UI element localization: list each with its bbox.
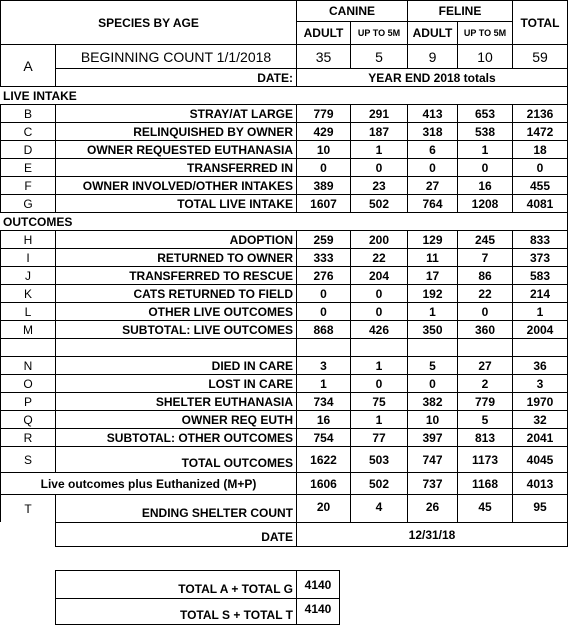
row-l-feline-kitten: 0 (457, 302, 512, 320)
row-c-total: 1472 (512, 122, 568, 140)
row-j-feline-adult: 17 (407, 266, 457, 284)
row-d-total: 18 (512, 140, 568, 158)
row-letter-n: N (0, 356, 55, 374)
row-label-j: TRANSFERRED TO RESCUE (55, 266, 296, 284)
blank-cell (350, 338, 407, 356)
total-outcomes-canine-pup: 503 (350, 446, 407, 472)
row-m-feline-kitten: 360 (457, 320, 512, 338)
row-letter-g: G (0, 194, 55, 212)
row-r-feline-kitten: 813 (457, 428, 512, 446)
row-letter-o: O (0, 374, 55, 392)
beginning-count-label: BEGINNING COUNT 1/1/2018 (55, 44, 296, 68)
row-c-feline-adult: 318 (407, 122, 457, 140)
row-d-canine-adult: 10 (296, 140, 350, 158)
total-header: TOTAL (512, 0, 568, 44)
row-g-feline-adult: 764 (407, 194, 457, 212)
row-o-feline-adult: 0 (407, 374, 457, 392)
canine-adult-header: ADULT (296, 21, 350, 44)
row-l-canine-pup: 0 (350, 302, 407, 320)
row-f-total: 455 (512, 176, 568, 194)
row-i-total: 373 (512, 248, 568, 266)
row-letter-t: T (0, 494, 55, 522)
feline-up-to-5m-header: UP TO 5M (457, 21, 512, 44)
live-plus-euth-feline-adult: 737 (407, 472, 457, 494)
row-letter-b: B (0, 104, 55, 122)
blank-cell (407, 338, 457, 356)
check-ag-label: TOTAL A + TOTAL G (55, 570, 296, 598)
row-p-canine-adult: 734 (296, 392, 350, 410)
row-q-canine-pup: 1 (350, 410, 407, 428)
row-label-l: OTHER LIVE OUTCOMES (55, 302, 296, 320)
row-label-e: TRANSFERRED IN (55, 158, 296, 176)
row-letter-c: C (0, 122, 55, 140)
row-label-q: OWNER REQ EUTH (55, 410, 296, 428)
row-label-d: OWNER REQUESTED EUTHANASIA (55, 140, 296, 158)
row-label-i: RETURNED TO OWNER (55, 248, 296, 266)
row-o-canine-adult: 1 (296, 374, 350, 392)
row-letter-i: I (0, 248, 55, 266)
date-label: DATE: (55, 68, 296, 86)
row-p-feline-adult: 382 (407, 392, 457, 410)
row-m-canine-adult: 868 (296, 320, 350, 338)
live-plus-euth-canine-adult: 1606 (296, 472, 350, 494)
row-g-canine-pup: 502 (350, 194, 407, 212)
beginning-canine-pup: 5 (350, 44, 407, 68)
row-b-feline-kitten: 653 (457, 104, 512, 122)
row-n-total: 36 (512, 356, 568, 374)
row-f-feline-kitten: 16 (457, 176, 512, 194)
row-q-canine-adult: 16 (296, 410, 350, 428)
row-p-canine-pup: 75 (350, 392, 407, 410)
beginning-feline-kitten: 10 (457, 44, 512, 68)
ending-total: 95 (512, 494, 568, 522)
row-i-feline-kitten: 7 (457, 248, 512, 266)
row-l-feline-adult: 1 (407, 302, 457, 320)
species-by-age-header: SPECIES BY AGE (0, 0, 296, 44)
row-r-canine-pup: 77 (350, 428, 407, 446)
live-plus-euth-label: Live outcomes plus Euthanized (M+P) (0, 472, 296, 494)
blank-cell (457, 338, 512, 356)
row-e-feline-adult: 0 (407, 158, 457, 176)
ending-count-label: ENDING SHELTER COUNT (55, 494, 296, 522)
row-i-feline-adult: 11 (407, 248, 457, 266)
section-outcomes: OUTCOMES (0, 212, 568, 230)
row-k-canine-adult: 0 (296, 284, 350, 302)
row-g-feline-kitten: 1208 (457, 194, 512, 212)
check-st-value: 4140 (296, 598, 340, 625)
row-l-total: 1 (512, 302, 568, 320)
row-d-canine-pup: 1 (350, 140, 407, 158)
row-n-feline-adult: 5 (407, 356, 457, 374)
canine-up-to-5m-header: UP TO 5M (350, 21, 407, 44)
row-p-total: 1970 (512, 392, 568, 410)
row-h-total: 833 (512, 230, 568, 248)
row-letter-f: F (0, 176, 55, 194)
row-letter-s: S (0, 446, 55, 472)
total-outcomes-feline-adult: 747 (407, 446, 457, 472)
row-letter-q: Q (0, 410, 55, 428)
row-o-canine-pup: 0 (350, 374, 407, 392)
row-label-k: CATS RETURNED TO FIELD (55, 284, 296, 302)
row-h-canine-pup: 200 (350, 230, 407, 248)
row-q-feline-adult: 10 (407, 410, 457, 428)
row-label-n: DIED IN CARE (55, 356, 296, 374)
row-r-feline-adult: 397 (407, 428, 457, 446)
row-q-feline-kitten: 5 (457, 410, 512, 428)
row-o-feline-kitten: 2 (457, 374, 512, 392)
row-b-canine-pup: 291 (350, 104, 407, 122)
total-outcomes-feline-kitten: 1173 (457, 446, 512, 472)
row-d-feline-kitten: 1 (457, 140, 512, 158)
row-r-canine-adult: 754 (296, 428, 350, 446)
row-p-feline-kitten: 779 (457, 392, 512, 410)
row-h-canine-adult: 259 (296, 230, 350, 248)
row-c-canine-pup: 187 (350, 122, 407, 140)
row-letter-l: L (0, 302, 55, 320)
row-j-total: 583 (512, 266, 568, 284)
row-letter-m: M (0, 320, 55, 338)
row-j-feline-kitten: 86 (457, 266, 512, 284)
row-h-feline-kitten: 245 (457, 230, 512, 248)
row-g-canine-adult: 1607 (296, 194, 350, 212)
ending-canine-pup: 4 (350, 494, 407, 522)
row-label-g: TOTAL LIVE INTAKE (55, 194, 296, 212)
beginning-canine-adult: 35 (296, 44, 350, 68)
beginning-feline-adult: 9 (407, 44, 457, 68)
row-label-b: STRAY/AT LARGE (55, 104, 296, 122)
live-plus-euth-total: 4013 (512, 472, 568, 494)
ending-date-label: DATE (55, 522, 296, 547)
row-letter-r: R (0, 428, 55, 446)
blank-cell (55, 338, 296, 356)
row-letter-k: K (0, 284, 55, 302)
row-letter-a: A (0, 44, 55, 86)
total-outcomes-total: 4045 (512, 446, 568, 472)
beginning-total: 59 (512, 44, 568, 68)
row-f-feline-adult: 27 (407, 176, 457, 194)
row-q-total: 32 (512, 410, 568, 428)
row-e-total: 0 (512, 158, 568, 176)
ending-canine-adult: 20 (296, 494, 350, 522)
row-c-canine-adult: 429 (296, 122, 350, 140)
row-k-feline-kitten: 22 (457, 284, 512, 302)
row-e-canine-adult: 0 (296, 158, 350, 176)
row-n-feline-kitten: 27 (457, 356, 512, 374)
section-live-intake: LIVE INTAKE (0, 86, 568, 104)
row-o-total: 3 (512, 374, 568, 392)
row-label-m: SUBTOTAL: LIVE OUTCOMES (55, 320, 296, 338)
ending-feline-kitten: 45 (457, 494, 512, 522)
row-label-f: OWNER INVOLVED/OTHER INTAKES (55, 176, 296, 194)
row-f-canine-adult: 389 (296, 176, 350, 194)
row-letter-p: P (0, 392, 55, 410)
row-c-feline-kitten: 538 (457, 122, 512, 140)
row-b-total: 2136 (512, 104, 568, 122)
row-i-canine-adult: 333 (296, 248, 350, 266)
row-label-c: RELINQUISHED BY OWNER (55, 122, 296, 140)
row-m-feline-adult: 350 (407, 320, 457, 338)
row-m-total: 2004 (512, 320, 568, 338)
blank-cell (512, 338, 568, 356)
row-h-feline-adult: 129 (407, 230, 457, 248)
row-n-canine-pup: 1 (350, 356, 407, 374)
check-ag-value: 4140 (296, 570, 340, 598)
row-letter-d: D (0, 140, 55, 158)
row-j-canine-pup: 204 (350, 266, 407, 284)
row-label-p: SHELTER EUTHANASIA (55, 392, 296, 410)
live-plus-euth-canine-pup: 502 (350, 472, 407, 494)
blank-cell (0, 338, 55, 356)
row-letter-e: E (0, 158, 55, 176)
row-letter-h: H (0, 230, 55, 248)
row-m-canine-pup: 426 (350, 320, 407, 338)
live-plus-euth-feline-kitten: 1168 (457, 472, 512, 494)
ending-feline-adult: 26 (407, 494, 457, 522)
row-n-canine-adult: 3 (296, 356, 350, 374)
check-st-label: TOTAL S + TOTAL T (55, 598, 296, 625)
row-e-canine-pup: 0 (350, 158, 407, 176)
row-b-canine-adult: 779 (296, 104, 350, 122)
row-r-total: 2041 (512, 428, 568, 446)
row-letter-j: J (0, 266, 55, 284)
row-l-canine-adult: 0 (296, 302, 350, 320)
row-j-canine-adult: 276 (296, 266, 350, 284)
date-value: YEAR END 2018 totals (296, 68, 568, 86)
row-i-canine-pup: 22 (350, 248, 407, 266)
row-b-feline-adult: 413 (407, 104, 457, 122)
canine-header: CANINE (296, 0, 407, 21)
row-g-total: 4081 (512, 194, 568, 212)
row-f-canine-pup: 23 (350, 176, 407, 194)
row-label-r: SUBTOTAL: OTHER OUTCOMES (55, 428, 296, 446)
row-k-feline-adult: 192 (407, 284, 457, 302)
blank-cell (296, 338, 350, 356)
row-e-feline-kitten: 0 (457, 158, 512, 176)
row-label-o: LOST IN CARE (55, 374, 296, 392)
total-outcomes-label: TOTAL OUTCOMES (55, 446, 296, 472)
row-label-h: ADOPTION (55, 230, 296, 248)
row-k-canine-pup: 0 (350, 284, 407, 302)
row-d-feline-adult: 6 (407, 140, 457, 158)
row-k-total: 214 (512, 284, 568, 302)
feline-adult-header: ADULT (407, 21, 457, 44)
ending-date-value: 12/31/18 (296, 522, 568, 547)
total-outcomes-canine-adult: 1622 (296, 446, 350, 472)
feline-header: FELINE (407, 0, 512, 21)
